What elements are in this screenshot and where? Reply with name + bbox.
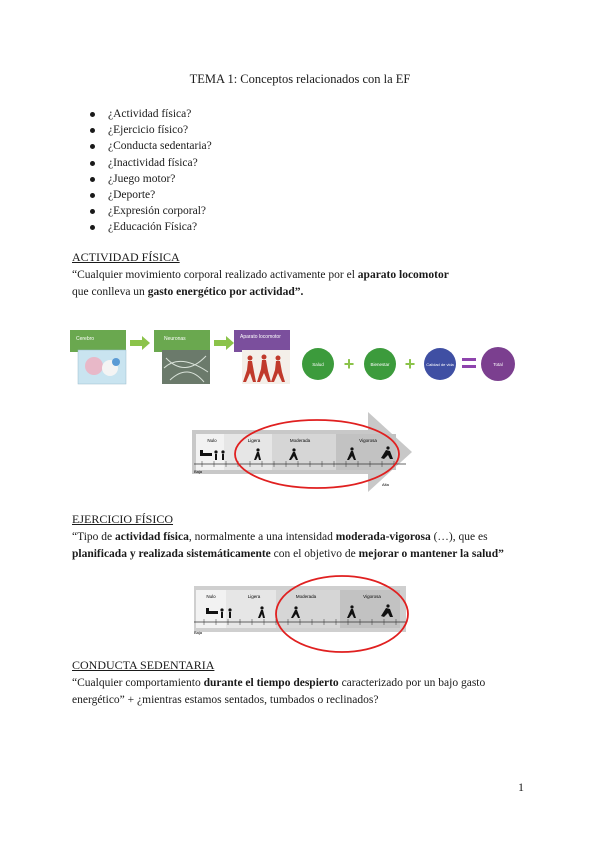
ejercicio-definition: “Tipo de actividad física, normalmente a una intensidad moderada-vigorosa (…), que es planificada y realizada sistemáticamente con el objetivo de mejorar o mantener la salud” bbox=[72, 531, 504, 560]
flow-diagram bbox=[70, 328, 530, 388]
segment-moderada: Moderada bbox=[289, 438, 311, 443]
svg-text:Total: Total bbox=[493, 362, 503, 367]
intensity-diagram-1 bbox=[192, 410, 414, 492]
plus-icon: + bbox=[343, 354, 355, 374]
heading-ejercicio-fisico: EJERCICIO FÍSICO bbox=[72, 512, 174, 526]
page-title: TEMA 1: Conceptos relacionados con la EF bbox=[189, 72, 411, 86]
svg-text:Aparato locomotor: Aparato locomotor bbox=[240, 334, 281, 340]
segment-ligera: Ligera bbox=[247, 438, 261, 443]
list-item: ¿Ejercicio físico? bbox=[90, 122, 212, 138]
list-item: ¿Expresión corporal? bbox=[90, 203, 212, 219]
axis-start-label: Baja bbox=[194, 630, 203, 635]
list-item: ¿Deporte? bbox=[90, 187, 212, 203]
cerebro-box bbox=[70, 330, 126, 384]
segment-vigorosa: Vigorosa bbox=[363, 594, 381, 599]
intensity-diagram-2 bbox=[192, 570, 414, 654]
equals-icon bbox=[462, 358, 476, 361]
list-item: ¿Conducta sedentaria? bbox=[90, 138, 212, 154]
plus-icon: + bbox=[404, 354, 416, 374]
total-circle bbox=[481, 347, 515, 381]
page-number: 1 bbox=[518, 780, 524, 794]
aparato-locomotor-box bbox=[234, 330, 290, 384]
arrow-icon bbox=[130, 336, 150, 350]
segment-vigorosa: Vigorosa bbox=[359, 438, 377, 443]
segment-nulo: Nulo bbox=[206, 594, 216, 599]
heading-conducta-sedentaria: CONDUCTA SEDENTARIA bbox=[72, 658, 215, 672]
svg-text:Calidad de vida: Calidad de vida bbox=[426, 362, 454, 367]
bienestar-circle bbox=[364, 348, 396, 380]
list-item: ¿Juego motor? bbox=[90, 171, 212, 187]
list-item: ¿Actividad física? bbox=[90, 106, 212, 122]
list-item: ¿Inactividad física? bbox=[90, 155, 212, 171]
svg-text:Neuronas: Neuronas bbox=[164, 336, 186, 342]
svg-text:Bienestar: Bienestar bbox=[370, 362, 390, 367]
heading-actividad-fisica: ACTIVIDAD FÍSICA bbox=[72, 250, 180, 264]
calidad-vida-circle bbox=[424, 348, 456, 380]
salud-circle bbox=[302, 348, 334, 380]
axis-end-label: Alta bbox=[382, 482, 389, 487]
question-list bbox=[90, 106, 212, 236]
segment-moderada: Moderada bbox=[295, 594, 317, 599]
segment-ligera: Ligera bbox=[247, 594, 261, 599]
svg-text:Cerebro: Cerebro bbox=[76, 336, 95, 342]
actividad-definition: “Cualquier movimiento corporal realizado activamente por el aparato locomotor que conlleva un gasto energético por actividad”. bbox=[72, 269, 449, 298]
axis-start-label: Baja bbox=[194, 469, 203, 474]
segment-nulo: Nulo bbox=[207, 438, 217, 443]
arrow-icon bbox=[214, 336, 234, 350]
list-item: ¿Educación Física? bbox=[90, 219, 212, 235]
sedentaria-definition: “Cualquier comportamiento durante el tiempo despierto caracterizado por un bajo gasto energético” + ¿mientras estamos sentados, tumbados o reclinados? bbox=[72, 677, 486, 706]
svg-text:Salud: Salud bbox=[312, 362, 324, 367]
neuronas-box bbox=[154, 330, 210, 384]
